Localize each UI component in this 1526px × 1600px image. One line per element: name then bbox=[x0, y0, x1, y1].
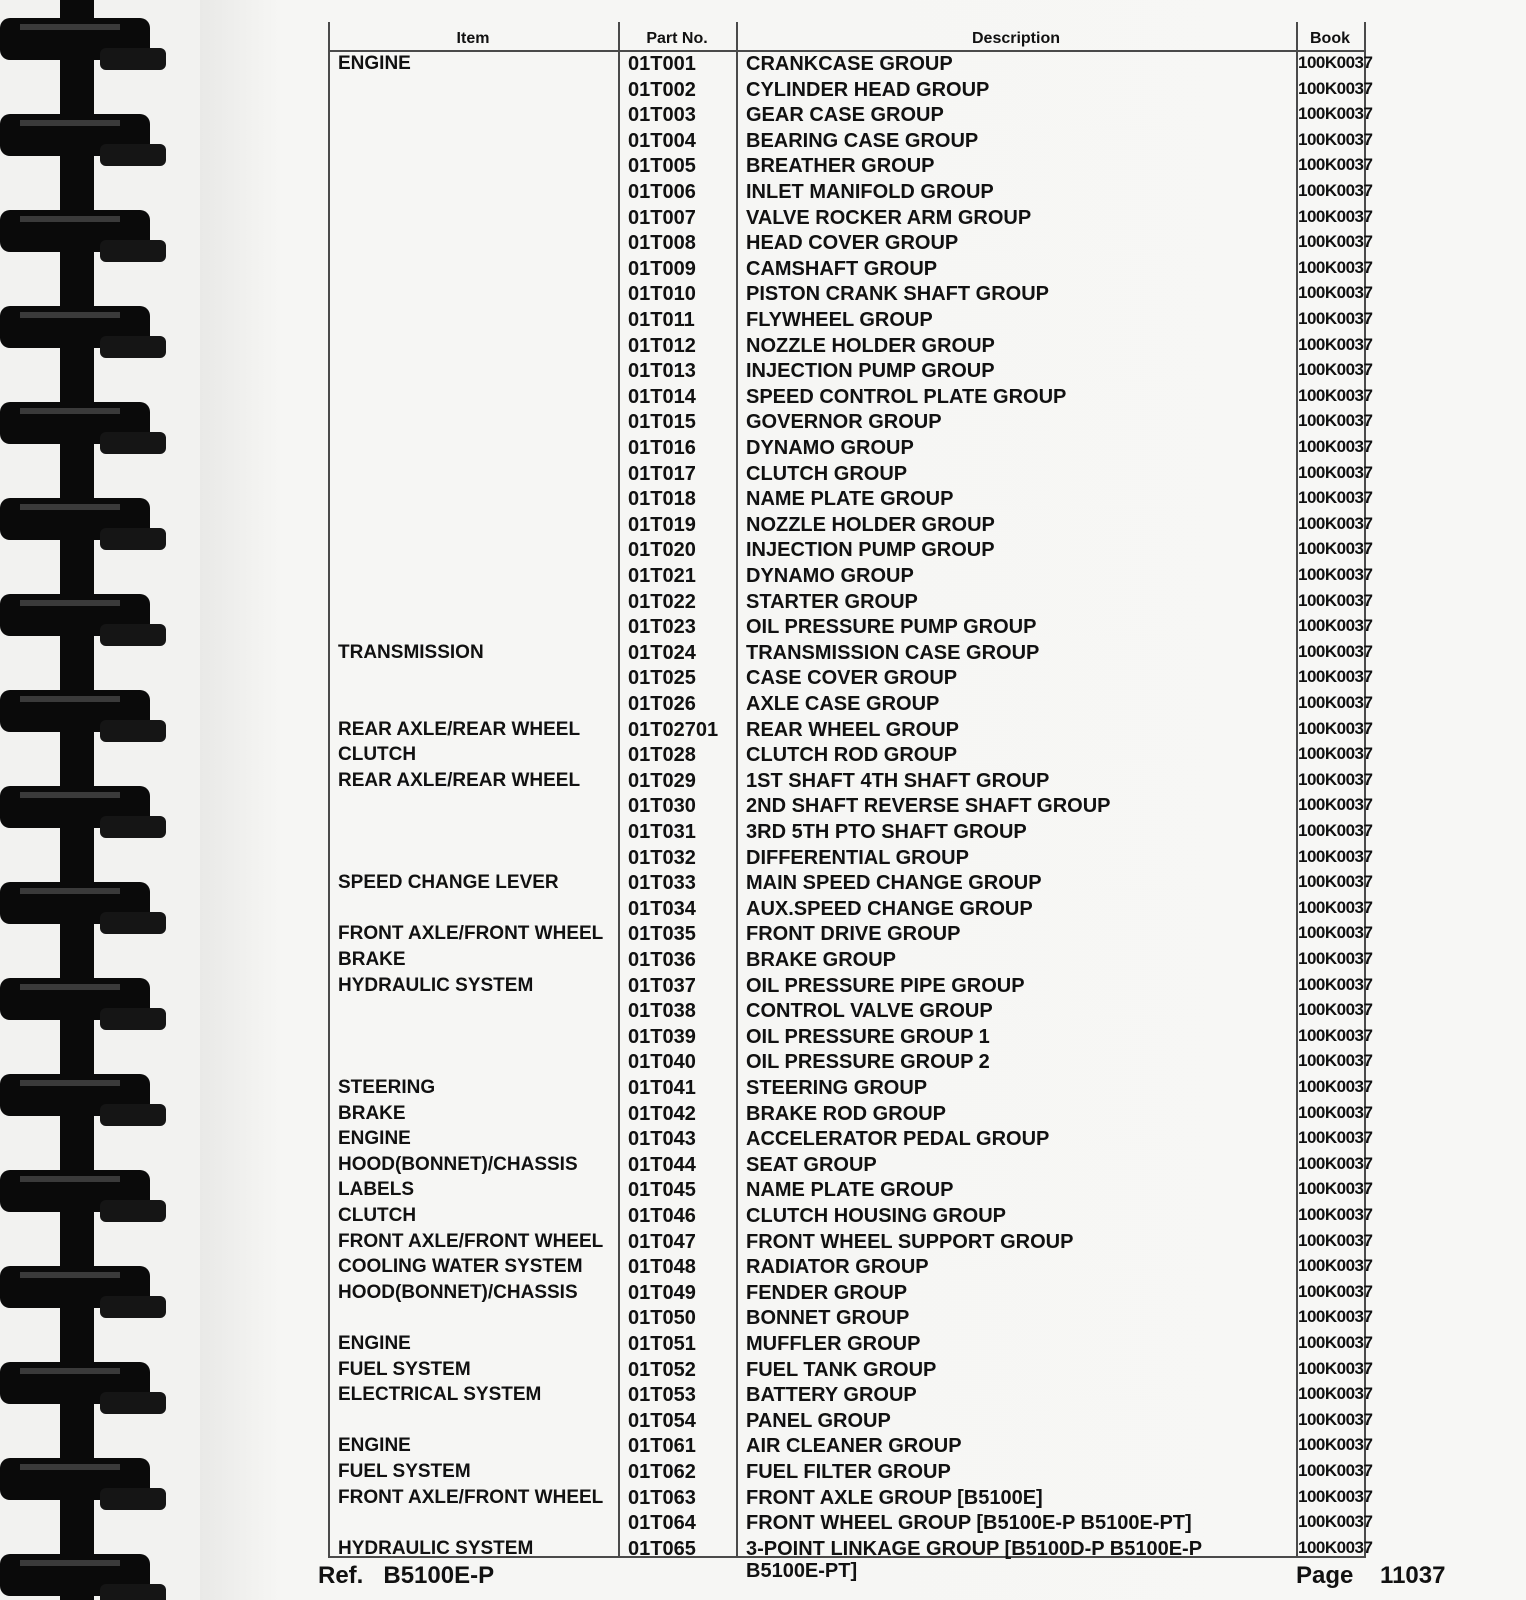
row-part-no: 01T052 bbox=[628, 1358, 696, 1381]
row-part-no: 01T003 bbox=[628, 104, 696, 127]
row-book: 100K0037 bbox=[1298, 385, 1373, 405]
row-part-no: 01T020 bbox=[628, 539, 696, 562]
row-book: 100K0037 bbox=[1298, 1512, 1373, 1532]
row-description: OIL PRESSURE GROUP 2 bbox=[746, 1051, 990, 1074]
table-row bbox=[200, 257, 1500, 283]
row-part-no: 01T042 bbox=[628, 1102, 696, 1125]
footer-ref-label: Ref. bbox=[318, 1562, 364, 1589]
row-part-no: 01T063 bbox=[628, 1486, 696, 1509]
row-book: 100K0037 bbox=[1298, 129, 1373, 149]
row-item: HYDRAULIC SYSTEM bbox=[338, 974, 534, 996]
row-description: FUEL FILTER GROUP bbox=[746, 1461, 951, 1483]
row-part-no: 01T026 bbox=[628, 693, 696, 715]
table-row bbox=[200, 564, 1500, 590]
row-book: 100K0037 bbox=[1298, 1486, 1373, 1506]
row-book: 100K0037 bbox=[1298, 846, 1373, 866]
row-part-no: 01T022 bbox=[628, 590, 696, 613]
row-book: 100K0037 bbox=[1298, 1077, 1373, 1096]
row-book: 100K0037 bbox=[1298, 1307, 1373, 1327]
row-description: SPEED CONTROL PLATE GROUP bbox=[746, 385, 1067, 408]
footer-page-label: Page bbox=[1296, 1562, 1354, 1589]
row-part-no: 01T053 bbox=[628, 1384, 696, 1407]
row-item: HOOD(BONNET)/CHASSIS bbox=[338, 1153, 578, 1175]
row-description: NOZZLE HOLDER GROUP bbox=[746, 513, 995, 536]
row-description: NOZZLE HOLDER GROUP bbox=[746, 334, 995, 357]
table-row bbox=[200, 1434, 1500, 1460]
row-part-no: 01T050 bbox=[628, 1307, 696, 1330]
row-item: CLUTCH bbox=[338, 744, 417, 766]
row-part-no: 01T036 bbox=[628, 949, 696, 971]
row-item: HOOD(BONNET)/CHASSIS bbox=[338, 1281, 578, 1303]
row-part-no: 01T018 bbox=[628, 488, 696, 511]
table-row bbox=[200, 231, 1500, 257]
table-row bbox=[200, 1511, 1500, 1537]
table-row bbox=[200, 334, 1500, 360]
row-description: CONTROL VALVE GROUP bbox=[746, 1000, 993, 1023]
table-row bbox=[200, 897, 1500, 923]
row-description: HEAD COVER GROUP bbox=[746, 232, 959, 255]
table-row bbox=[200, 794, 1500, 820]
footer-ref bbox=[318, 1562, 494, 1590]
table-row bbox=[200, 615, 1500, 641]
row-book: 100K0037 bbox=[1298, 1230, 1373, 1250]
row-description: INJECTION PUMP GROUP bbox=[746, 539, 995, 562]
row-book: 100K0037 bbox=[1298, 206, 1373, 226]
row-part-no: 01T024 bbox=[628, 641, 696, 664]
row-book: 100K0037 bbox=[1298, 897, 1373, 917]
row-book: 100K0037 bbox=[1298, 155, 1373, 175]
row-item: FRONT AXLE/FRONT WHEEL bbox=[338, 1230, 604, 1252]
row-description: MAIN SPEED CHANGE GROUP bbox=[746, 872, 1042, 895]
row-description: DIFFERENTIAL GROUP bbox=[746, 846, 969, 869]
row-item: BRAKE bbox=[338, 949, 406, 970]
row-part-no: 01T041 bbox=[628, 1077, 696, 1099]
row-book: 100K0037 bbox=[1298, 795, 1373, 815]
row-description: BATTERY GROUP bbox=[746, 1384, 917, 1407]
row-part-no: 01T019 bbox=[628, 513, 696, 536]
row-description: CYLINDER HEAD GROUP bbox=[746, 78, 990, 101]
row-part-no: 01T033 bbox=[628, 872, 696, 895]
row-description: STARTER GROUP bbox=[746, 590, 918, 613]
row-description: SEAT GROUP bbox=[746, 1153, 877, 1176]
table-row bbox=[200, 103, 1500, 129]
row-part-no: 01T010 bbox=[628, 283, 696, 306]
table-row bbox=[200, 718, 1500, 744]
row-book: 100K0037 bbox=[1298, 539, 1373, 559]
table-row bbox=[200, 52, 1500, 78]
row-book: 100K0037 bbox=[1298, 232, 1373, 252]
row-book: 100K0037 bbox=[1298, 693, 1373, 712]
row-part-no: 01T030 bbox=[628, 795, 696, 818]
table-row bbox=[200, 1332, 1500, 1358]
table-row bbox=[200, 1230, 1500, 1256]
table-row bbox=[200, 1460, 1500, 1486]
row-description: MUFFLER GROUP bbox=[746, 1333, 921, 1355]
row-book: 100K0037 bbox=[1298, 1409, 1373, 1429]
row-book: 100K0037 bbox=[1298, 974, 1373, 994]
row-description: BEARING CASE GROUP bbox=[746, 129, 979, 152]
row-description: CLUTCH HOUSING GROUP bbox=[746, 1205, 1006, 1227]
row-description: FUEL TANK GROUP bbox=[746, 1358, 937, 1381]
row-book: 100K0037 bbox=[1298, 1256, 1373, 1276]
header-part-no: Part No. bbox=[646, 30, 708, 47]
table-row bbox=[200, 1153, 1500, 1179]
row-part-no: 01T045 bbox=[628, 1179, 696, 1202]
row-item: SPEED CHANGE LEVER bbox=[338, 872, 559, 894]
header-description: Description bbox=[971, 30, 1060, 47]
table-row bbox=[200, 820, 1500, 846]
row-description: OIL PRESSURE PUMP GROUP bbox=[746, 616, 1037, 639]
table-row bbox=[200, 513, 1500, 539]
table-row bbox=[200, 1204, 1500, 1230]
table-row bbox=[200, 359, 1500, 385]
row-part-no: 01T011 bbox=[628, 309, 695, 331]
row-book: 100K0037 bbox=[1298, 1025, 1373, 1045]
row-part-no: 01T035 bbox=[628, 923, 696, 946]
footer-page bbox=[1296, 1562, 1445, 1590]
table-row bbox=[200, 129, 1500, 155]
table-row bbox=[200, 206, 1500, 232]
row-book: 100K0037 bbox=[1298, 565, 1373, 584]
row-description: FRONT DRIVE GROUP bbox=[746, 923, 961, 946]
row-description: OIL PRESSURE PIPE GROUP bbox=[746, 974, 1025, 997]
table-row bbox=[200, 1127, 1500, 1153]
row-book: 100K0037 bbox=[1298, 488, 1373, 508]
row-part-no: 01T043 bbox=[628, 1128, 696, 1151]
row-book: 100K0037 bbox=[1298, 1153, 1373, 1173]
row-book: 100K0037 bbox=[1298, 1205, 1373, 1224]
row-book: 100K0037 bbox=[1298, 641, 1373, 661]
row-part-no: 01T062 bbox=[628, 1461, 696, 1483]
table-row bbox=[200, 1076, 1500, 1102]
row-part-no: 01T016 bbox=[628, 437, 696, 459]
row-item: ENGINE bbox=[338, 1128, 411, 1150]
row-item: LABELS bbox=[338, 1179, 414, 1201]
row-item: FRONT AXLE/FRONT WHEEL bbox=[338, 923, 604, 945]
row-item: ELECTRICAL SYSTEM bbox=[338, 1384, 542, 1406]
row-part-no: 01T029 bbox=[628, 769, 696, 792]
row-item: FRONT AXLE/FRONT WHEEL bbox=[338, 1486, 604, 1508]
row-description: GOVERNOR GROUP bbox=[746, 411, 942, 434]
header-item: Item bbox=[456, 30, 490, 47]
row-description: RADIATOR GROUP bbox=[746, 1256, 929, 1279]
row-part-no: 01T001 bbox=[628, 53, 696, 75]
row-part-no: 01T038 bbox=[628, 1000, 696, 1023]
table-row bbox=[200, 922, 1500, 948]
row-description: DYNAMO GROUP bbox=[746, 437, 914, 459]
row-book: 100K0037 bbox=[1298, 821, 1373, 840]
row-part-no: 01T009 bbox=[628, 257, 696, 280]
row-book: 100K0037 bbox=[1298, 411, 1373, 431]
row-book: 100K0037 bbox=[1298, 104, 1373, 124]
table-row bbox=[200, 999, 1500, 1025]
row-description: BREATHER GROUP bbox=[746, 155, 935, 178]
row-book: 100K0037 bbox=[1298, 949, 1373, 968]
row-part-no: 01T039 bbox=[628, 1025, 696, 1048]
row-description: AUX.SPEED CHANGE GROUP bbox=[746, 897, 1033, 920]
row-description: ACCELERATOR PEDAL GROUP bbox=[746, 1128, 1050, 1151]
row-description: 3-POINT LINKAGE GROUP [B5100D-P B5100E-P B5100E-PT] bbox=[746, 1537, 1202, 1582]
table-row bbox=[200, 974, 1500, 1000]
row-part-no: 01T012 bbox=[628, 334, 696, 357]
row-book: 100K0037 bbox=[1298, 257, 1373, 277]
table-row bbox=[200, 282, 1500, 308]
row-description: 3RD 5TH PTO SHAFT GROUP bbox=[746, 821, 1027, 843]
row-part-no: 01T065 bbox=[628, 1537, 696, 1560]
spiral-binding bbox=[0, 0, 200, 1600]
table-row bbox=[200, 846, 1500, 872]
row-description: PISTON CRANK SHAFT GROUP bbox=[746, 283, 1049, 306]
row-book: 100K0037 bbox=[1298, 769, 1373, 789]
row-description: CLUTCH ROD GROUP bbox=[746, 744, 958, 767]
table-row bbox=[200, 769, 1500, 795]
table-row bbox=[200, 1255, 1500, 1281]
row-item: FUEL SYSTEM bbox=[338, 1461, 471, 1482]
row-part-no: 01T021 bbox=[628, 565, 696, 587]
table-row bbox=[200, 590, 1500, 616]
row-book: 100K0037 bbox=[1298, 437, 1373, 456]
row-description: PANEL GROUP bbox=[746, 1409, 891, 1432]
row-description: 2ND SHAFT REVERSE SHAFT GROUP bbox=[746, 795, 1111, 818]
row-description: BRAKE GROUP bbox=[746, 949, 897, 971]
row-part-no: 01T02701 bbox=[628, 718, 719, 741]
row-item: FUEL SYSTEM bbox=[338, 1358, 471, 1380]
row-item: STEERING bbox=[338, 1077, 436, 1098]
row-part-no: 01T023 bbox=[628, 616, 696, 639]
table-row bbox=[200, 871, 1500, 897]
table-row bbox=[200, 308, 1500, 334]
row-book: 100K0037 bbox=[1298, 334, 1373, 354]
table-row bbox=[200, 1383, 1500, 1409]
row-part-no: 01T015 bbox=[628, 411, 696, 434]
table-row bbox=[200, 1486, 1500, 1512]
row-book: 100K0037 bbox=[1298, 53, 1373, 72]
row-part-no: 01T061 bbox=[628, 1435, 696, 1458]
table-row bbox=[200, 666, 1500, 692]
row-book: 100K0037 bbox=[1298, 513, 1373, 533]
table-row bbox=[200, 462, 1500, 488]
row-book: 100K0037 bbox=[1298, 1128, 1373, 1148]
table-row bbox=[200, 436, 1500, 462]
row-description: FRONT WHEEL GROUP [B5100E-P B5100E-PT] bbox=[746, 1512, 1192, 1535]
row-part-no: 01T031 bbox=[628, 821, 696, 843]
row-part-no: 01T049 bbox=[628, 1281, 696, 1304]
row-item: CLUTCH bbox=[338, 1205, 417, 1226]
row-item: REAR AXLE/REAR WHEEL bbox=[338, 718, 581, 740]
row-description: CLUTCH GROUP bbox=[746, 462, 908, 485]
row-part-no: 01T006 bbox=[628, 181, 696, 203]
row-description: CASE COVER GROUP bbox=[746, 667, 958, 690]
row-part-no: 01T017 bbox=[628, 462, 696, 485]
row-part-no: 01T005 bbox=[628, 155, 696, 178]
row-part-no: 01T025 bbox=[628, 667, 696, 690]
row-part-no: 01T004 bbox=[628, 129, 696, 152]
table-row bbox=[200, 1025, 1500, 1051]
row-part-no: 01T032 bbox=[628, 846, 696, 869]
row-description: DYNAMO GROUP bbox=[746, 565, 914, 587]
table-row bbox=[200, 641, 1500, 667]
row-book: 100K0037 bbox=[1298, 1333, 1373, 1352]
row-description: FENDER GROUP bbox=[746, 1281, 908, 1304]
row-part-no: 01T014 bbox=[628, 385, 696, 408]
row-part-no: 01T054 bbox=[628, 1409, 696, 1432]
row-book: 100K0037 bbox=[1298, 360, 1373, 380]
row-book: 100K0037 bbox=[1298, 590, 1373, 610]
row-item: HYDRAULIC SYSTEM bbox=[338, 1537, 534, 1559]
row-description: INLET MANIFOLD GROUP bbox=[746, 181, 994, 203]
table-row bbox=[200, 948, 1500, 974]
row-description: CRANKCASE GROUP bbox=[746, 53, 953, 75]
row-book: 100K0037 bbox=[1298, 1102, 1373, 1122]
row-book: 100K0037 bbox=[1298, 1358, 1373, 1378]
row-item: BRAKE bbox=[338, 1102, 406, 1124]
row-book: 100K0037 bbox=[1298, 78, 1373, 98]
table-row bbox=[200, 1050, 1500, 1076]
row-book: 100K0037 bbox=[1298, 616, 1373, 636]
row-item: ENGINE bbox=[338, 53, 411, 74]
row-description: FRONT WHEEL SUPPORT GROUP bbox=[746, 1230, 1074, 1253]
row-description: VALVE ROCKER ARM GROUP bbox=[746, 206, 1032, 229]
table-row bbox=[200, 1409, 1500, 1435]
row-description: AIR CLEANER GROUP bbox=[746, 1435, 962, 1458]
row-description: FRONT AXLE GROUP [B5100E] bbox=[746, 1486, 1043, 1509]
table-row bbox=[200, 385, 1500, 411]
table-row bbox=[200, 1358, 1500, 1384]
row-book: 100K0037 bbox=[1298, 283, 1373, 303]
row-part-no: 01T028 bbox=[628, 744, 696, 767]
row-description: 1ST SHAFT 4TH SHAFT GROUP bbox=[746, 769, 1050, 792]
row-book: 100K0037 bbox=[1298, 1281, 1373, 1301]
row-book: 100K0037 bbox=[1298, 1537, 1373, 1557]
table-row bbox=[200, 1281, 1500, 1307]
row-book: 100K0037 bbox=[1298, 923, 1373, 943]
row-book: 100K0037 bbox=[1298, 1179, 1373, 1199]
row-item: REAR AXLE/REAR WHEEL bbox=[338, 769, 581, 791]
row-part-no: 01T037 bbox=[628, 974, 696, 997]
header-book: Book bbox=[1310, 30, 1350, 47]
table-row bbox=[200, 1306, 1500, 1332]
row-book: 100K0037 bbox=[1298, 744, 1373, 764]
table-row bbox=[200, 180, 1500, 206]
row-description: TRANSMISSION CASE GROUP bbox=[746, 641, 1040, 664]
row-book: 100K0037 bbox=[1298, 1051, 1373, 1071]
table-row bbox=[200, 78, 1500, 104]
row-part-no: 01T013 bbox=[628, 360, 696, 383]
row-part-no: 01T044 bbox=[628, 1153, 696, 1176]
table-row bbox=[200, 692, 1500, 718]
row-description: NAME PLATE GROUP bbox=[746, 488, 954, 511]
row-part-no: 01T007 bbox=[628, 206, 696, 229]
row-book: 100K0037 bbox=[1298, 718, 1373, 738]
row-description: NAME PLATE GROUP bbox=[746, 1179, 954, 1202]
row-book: 100K0037 bbox=[1298, 1384, 1373, 1404]
row-description: BRAKE ROD GROUP bbox=[746, 1102, 947, 1125]
row-item: TRANSMISSION bbox=[338, 641, 484, 663]
row-book: 100K0037 bbox=[1298, 1461, 1373, 1480]
table-row bbox=[200, 487, 1500, 513]
row-part-no: 01T051 bbox=[628, 1333, 696, 1355]
table-row bbox=[200, 743, 1500, 769]
row-part-no: 01T048 bbox=[628, 1256, 696, 1279]
row-part-no: 01T064 bbox=[628, 1512, 696, 1535]
table-row bbox=[200, 154, 1500, 180]
row-book: 100K0037 bbox=[1298, 309, 1373, 328]
row-part-no: 01T002 bbox=[628, 78, 696, 101]
row-item: COOLING WATER SYSTEM bbox=[338, 1256, 583, 1278]
parts-index-page bbox=[200, 0, 1526, 1600]
row-book: 100K0037 bbox=[1298, 1000, 1373, 1020]
row-book: 100K0037 bbox=[1298, 1435, 1373, 1455]
row-part-no: 01T046 bbox=[628, 1205, 696, 1227]
row-description: AXLE CASE GROUP bbox=[746, 693, 940, 715]
table-row bbox=[200, 538, 1500, 564]
row-description: CAMSHAFT GROUP bbox=[746, 257, 938, 280]
row-book: 100K0037 bbox=[1298, 667, 1373, 687]
table-row bbox=[200, 410, 1500, 436]
row-description: OIL PRESSURE GROUP 1 bbox=[746, 1025, 990, 1048]
row-description: STEERING GROUP bbox=[746, 1077, 928, 1099]
table-row bbox=[200, 1102, 1500, 1128]
footer-ref-value: B5100E-P bbox=[383, 1562, 495, 1589]
row-description: GEAR CASE GROUP bbox=[746, 104, 944, 127]
row-book: 100K0037 bbox=[1298, 181, 1373, 200]
row-book: 100K0037 bbox=[1298, 872, 1373, 892]
row-part-no: 01T034 bbox=[628, 897, 696, 920]
row-part-no: 01T008 bbox=[628, 232, 696, 255]
row-book: 100K0037 bbox=[1298, 462, 1373, 482]
row-part-no: 01T047 bbox=[628, 1230, 696, 1253]
row-description: INJECTION PUMP GROUP bbox=[746, 360, 995, 383]
row-part-no: 01T040 bbox=[628, 1051, 696, 1074]
binding-coil bbox=[0, 1554, 166, 1600]
table-row bbox=[200, 1178, 1500, 1204]
row-description: FLYWHEEL GROUP bbox=[746, 309, 933, 331]
row-item: ENGINE bbox=[338, 1435, 411, 1457]
footer-page-value: 11037 bbox=[1380, 1562, 1446, 1589]
row-item: ENGINE bbox=[338, 1333, 411, 1354]
row-description: BONNET GROUP bbox=[746, 1307, 910, 1330]
row-description: REAR WHEEL GROUP bbox=[746, 718, 959, 741]
